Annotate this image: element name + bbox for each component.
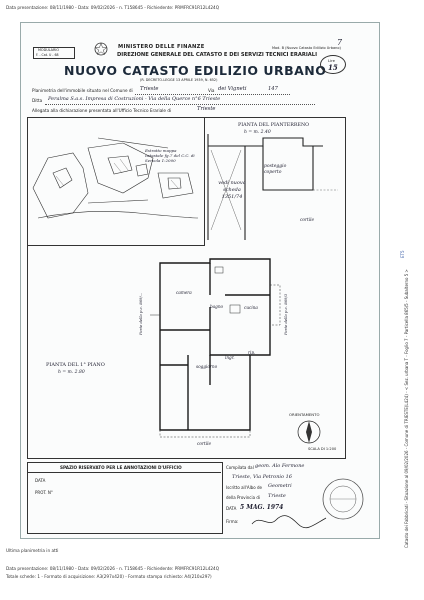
particella-left-wrap bbox=[138, 280, 146, 340]
form-line3-label: Allegata alla dichiarazione presentata all'Ufficio Tecnico Erariale di bbox=[32, 108, 172, 113]
annotations-divider bbox=[27, 472, 221, 473]
form-line2-label: Ditta bbox=[32, 98, 43, 103]
footer-meta-1: Ultima planimetria in atti bbox=[6, 548, 59, 553]
modulario-label: MODULARIO bbox=[38, 48, 59, 52]
orientamento-label: ORIENTAMENTO bbox=[289, 412, 320, 417]
footer-meta-3: Totale schede: 1 - Formato di acquisizione: A3(297x420) - Formato stampa richiesto: A4(210x297) bbox=[6, 574, 212, 579]
decree-note: (R. DECRETO-LEGGE 13 APRILE 1939, N. 652) bbox=[140, 78, 218, 82]
cortile-ground: cortile bbox=[300, 218, 315, 223]
site-note: Estratto mappa catastale fg.7 del C.C. di Servola 1:2000 bbox=[145, 148, 195, 163]
form-ufficio: Trieste bbox=[197, 106, 216, 112]
side-meta-right-wrap bbox=[400, 238, 408, 268]
ministry: MINISTERO DELLE FINANZE bbox=[118, 44, 205, 50]
lire-label: Lire bbox=[328, 58, 335, 63]
form-civico: 147 bbox=[268, 86, 278, 92]
page-mark: 7 bbox=[337, 38, 343, 47]
plan-primo-height: h = m. 2.80 bbox=[58, 370, 85, 375]
particella-right: Parte della p.c. 869/3 bbox=[283, 293, 288, 335]
provincia-label: della Provincia di bbox=[226, 495, 260, 500]
modulario-code: F. - Cat. U - 68 bbox=[36, 52, 59, 57]
iscritto-value: Geometri bbox=[268, 483, 292, 489]
plan-terra-height: h = m. 2.40 bbox=[244, 130, 271, 135]
ripostiglio-label: rip. bbox=[248, 350, 256, 355]
data-firma: 5 MAG. 1974 bbox=[240, 504, 284, 511]
form-line1-dots bbox=[135, 94, 290, 95]
particella-left: Parte della p.c. 869/... bbox=[138, 292, 143, 335]
lire-stamp bbox=[320, 55, 346, 74]
particella-right-wrap bbox=[283, 280, 291, 340]
room-soggiorno: soggiorno bbox=[196, 364, 218, 369]
side-stamp: ET5 bbox=[400, 250, 405, 258]
side-meta-wrap bbox=[404, 269, 414, 558]
lire-value: 15 bbox=[328, 63, 338, 72]
header-meta: Data presentazione: 08/11/1980 - Data: 09/02/2026 - n. T158645 - Richiedente: PRMFRC91R12L424Q bbox=[6, 5, 219, 10]
emblem-icon bbox=[93, 40, 109, 58]
page-title: NUOVO CATASTO EDILIZIO URBANO bbox=[64, 63, 327, 78]
provincia-value: Trieste bbox=[268, 493, 286, 499]
firma-label: Firma: bbox=[226, 519, 239, 524]
tecnico-name: geom. Alo Fermone bbox=[255, 463, 305, 469]
form-via-label: Via bbox=[208, 88, 215, 93]
room-cucina: cucina bbox=[244, 305, 258, 310]
iscritto-label: Iscritto all'Albo de bbox=[226, 485, 262, 490]
plan-primo-title: PIANTA DEL 1° PIANO bbox=[46, 362, 105, 368]
vedi-scheda: vedi nuova scheda 1351/74 bbox=[218, 180, 246, 200]
form-line1-label: Planimetria dell'immobile situato nel Comune di bbox=[32, 88, 133, 93]
tecnico-address: Trieste, Via Petronio 16 bbox=[232, 474, 292, 480]
modulario-box bbox=[33, 47, 75, 59]
room-bagno: bagno bbox=[210, 304, 224, 309]
spazio-label: SPAZIO RISERVATO PER LE ANNOTAZIONI D'UFFICIO bbox=[60, 465, 182, 470]
north-arrow-icon bbox=[295, 418, 323, 446]
signature-scribble bbox=[250, 512, 330, 530]
data-firma-label: DATA bbox=[226, 506, 237, 511]
side-meta: Catasto dei Fabbricati - Situazione al 09/02/2026 - Comune di TRIESTE(L424) - < Sez. urbana T - Foglio 7 - Particella 865/5 - Subalterno 5 > bbox=[404, 269, 409, 548]
annotation-data-label: DATA bbox=[35, 478, 46, 483]
room-ingresso: ingr. bbox=[225, 355, 235, 360]
footer-meta-2: Data presentazione: 08/11/1980 - Data: 09/02/2026 - n. T158645 - Richiedente: PRMFRC91R12L424Q bbox=[6, 566, 219, 571]
form-ditta: Peralma S.a.s. Impresa di Costruzioni - Via della Querce n°6 Trieste bbox=[48, 96, 221, 102]
posteggio-label: posteggio coperto bbox=[264, 164, 287, 175]
form-line2-dots bbox=[45, 104, 315, 105]
first-floor-drawing bbox=[140, 255, 300, 445]
form-comune: Trieste bbox=[140, 86, 159, 92]
room-camera: camera bbox=[176, 290, 192, 295]
scala-label: SCALA DI 1:200 bbox=[308, 447, 337, 451]
model-label: Mod. B (Nuovo Catasto Edilizio Urbano) bbox=[272, 46, 341, 50]
cortile-first: cortile bbox=[197, 442, 212, 447]
annotation-prot-label: PROT. N° bbox=[35, 490, 53, 495]
compilata-label: Compilata dal bbox=[226, 465, 254, 470]
site-map-drawing bbox=[28, 118, 202, 243]
direzione: DIREZIONE GENERALE DEL CATASTO E DEI SERVIZI TECNICI ERARIALI bbox=[117, 52, 318, 58]
form-via: dei Vigneti bbox=[218, 86, 247, 92]
plan-terra-title: PIANTA DEL PIANTERRENO bbox=[238, 123, 310, 128]
